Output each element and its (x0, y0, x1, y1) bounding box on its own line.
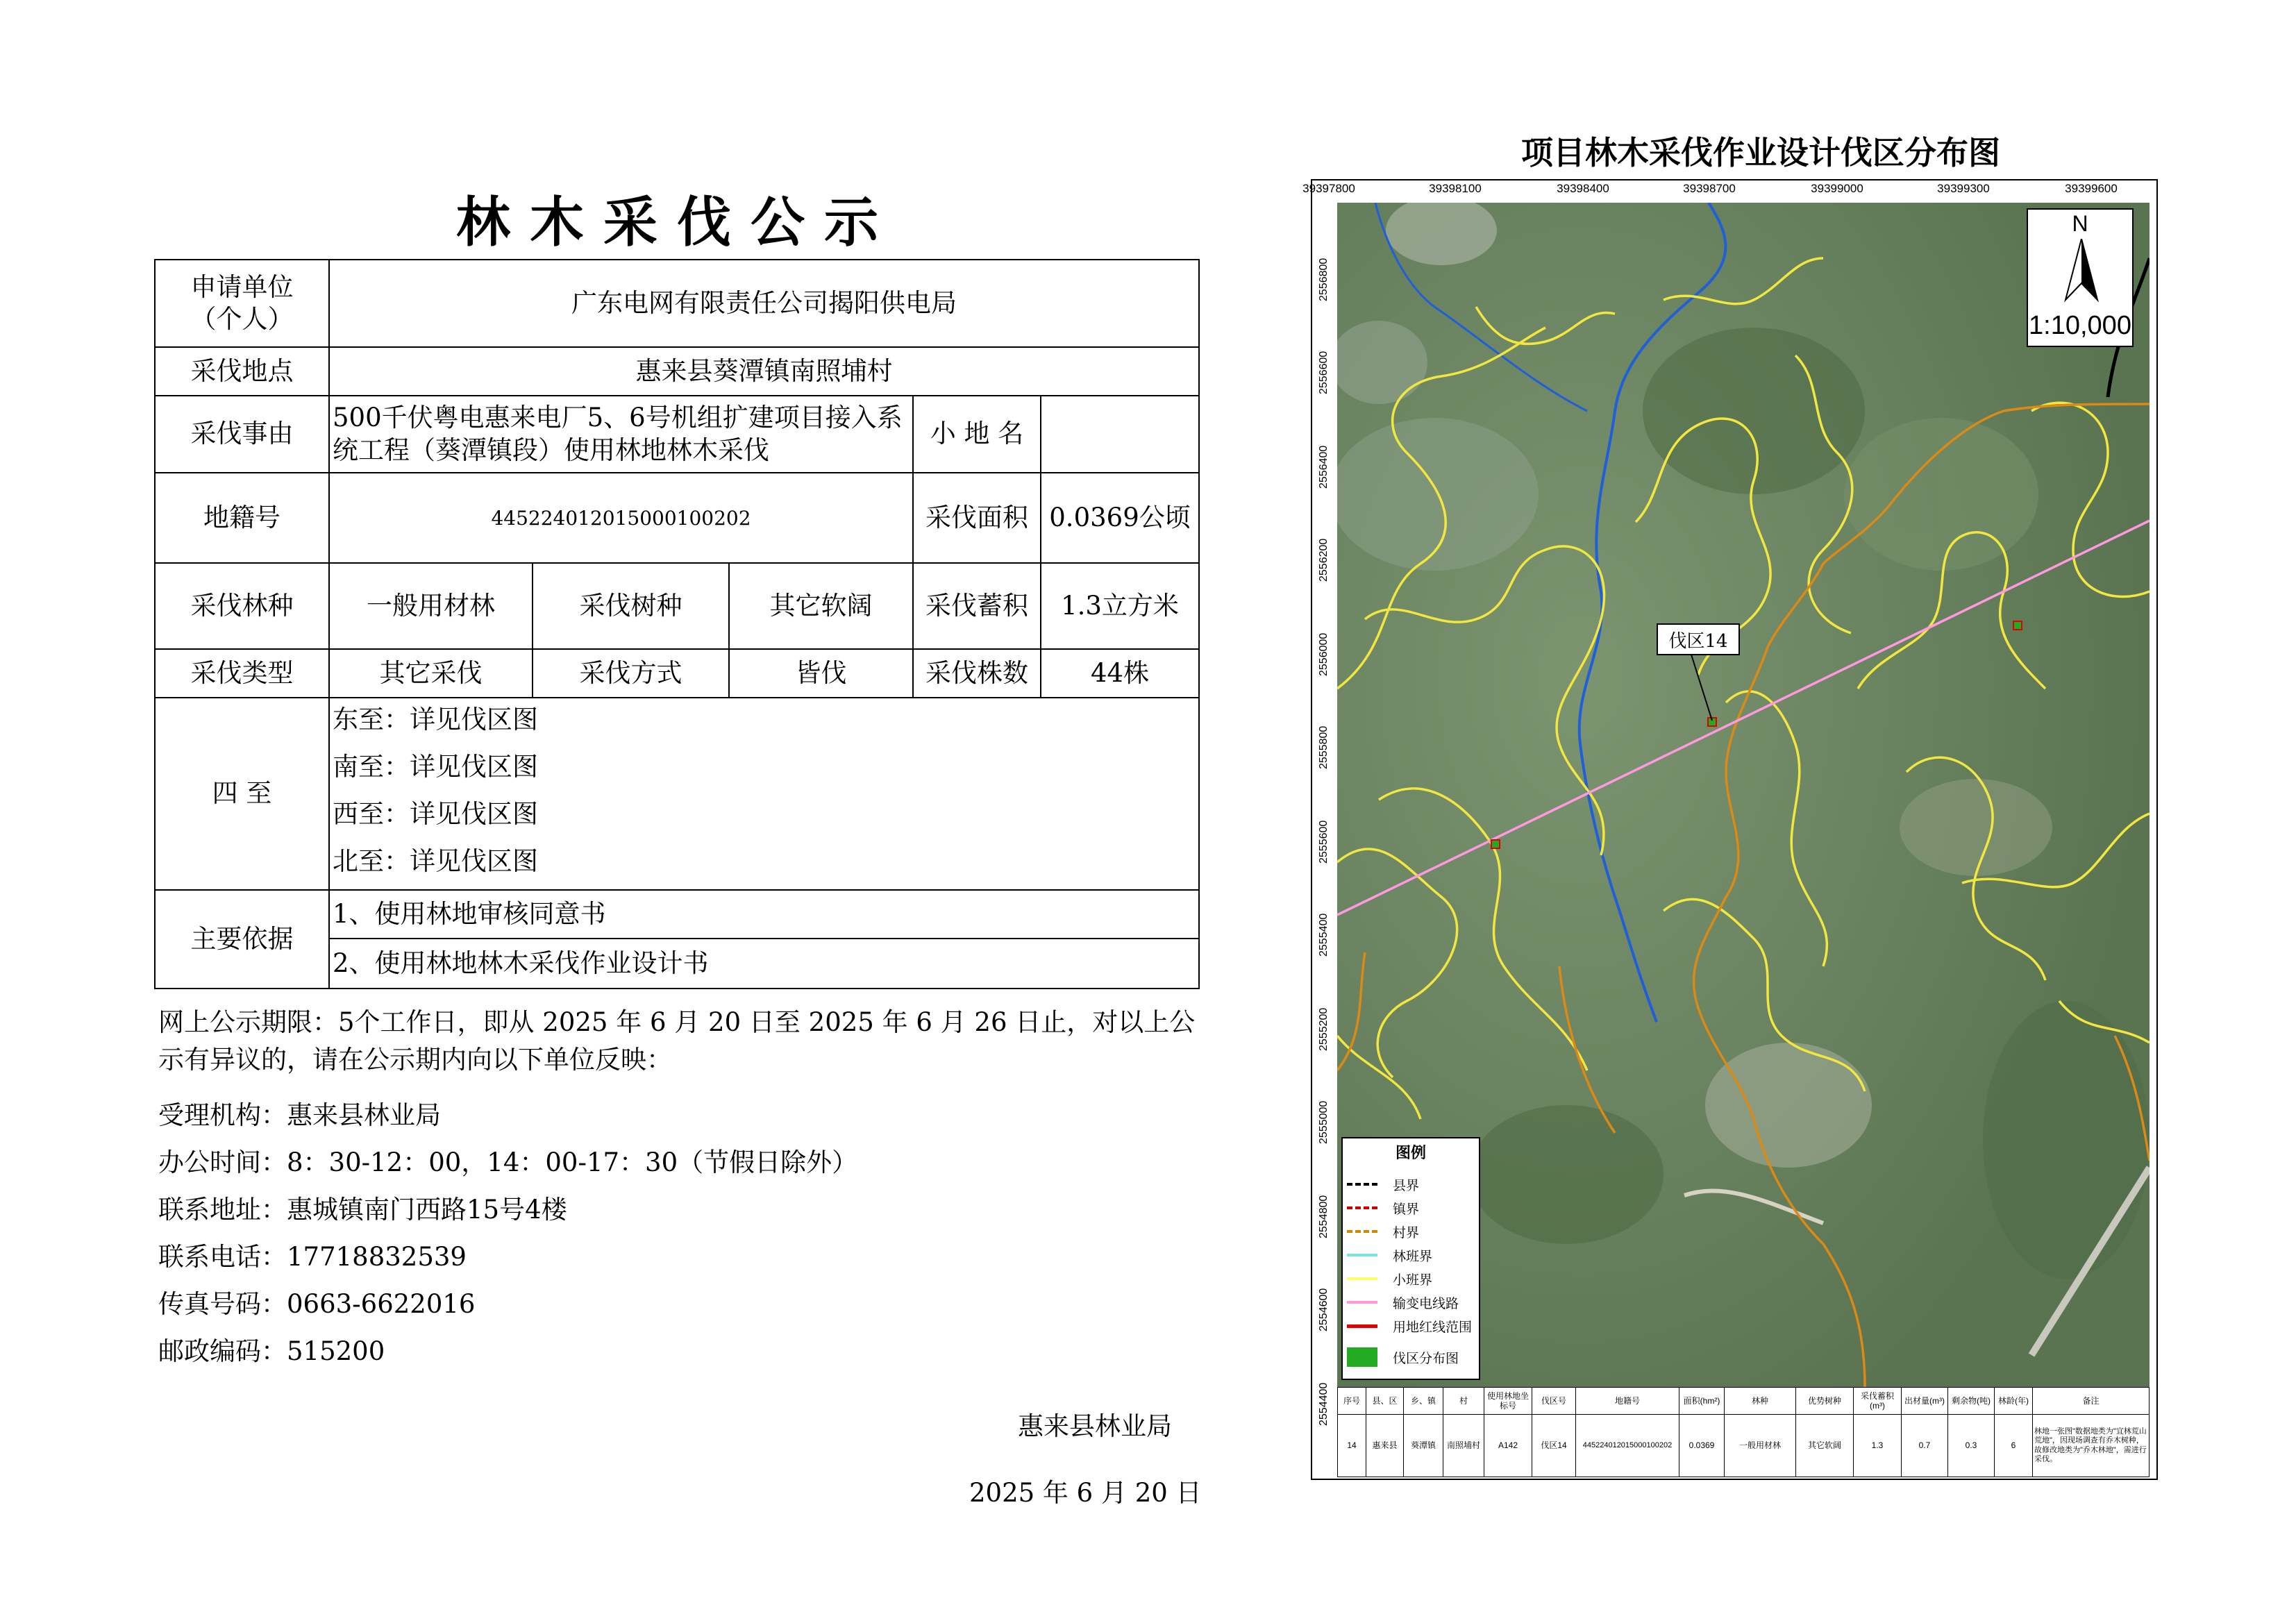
attr-cell: A142 (1484, 1414, 1532, 1477)
x-tick: 39398100 (1429, 182, 1482, 195)
attr-cell: 0.0369 (1679, 1414, 1725, 1477)
legend-item (1347, 1319, 1472, 1333)
x-tick: 39397800 (1302, 182, 1355, 195)
parcel-value: 445224012015000100202 (328, 472, 914, 564)
applicant-value: 广东电网有限责任公司揭阳供电局 (328, 259, 1200, 348)
legend-label: 输变电线路 (1393, 1296, 1459, 1311)
harvest-site[interactable] (1491, 840, 1500, 848)
attribute-table (1337, 1387, 2150, 1477)
attr-cell: 伐区14 (1532, 1414, 1576, 1477)
y-tick: 2556800 (1318, 258, 1330, 301)
count-label: 采伐株数 (912, 648, 1041, 698)
volume-value: 1.3立方米 (1040, 562, 1200, 650)
attr-cell: 其它软阔 (1795, 1414, 1854, 1477)
y-tick: 2555400 (1318, 913, 1330, 957)
boundary-south: 南至：详见伐区图 (333, 752, 538, 782)
legend-label: 村界 (1393, 1225, 1420, 1241)
legend-powerline-swatch (1347, 1301, 1377, 1304)
attr-cell: 惠来县 (1366, 1414, 1404, 1477)
volume-label: 采伐蓄积 (912, 562, 1041, 650)
cut-type-value: 其它采伐 (328, 648, 533, 698)
attr-cell: 6 (1994, 1414, 2033, 1477)
legend-label: 林班界 (1393, 1249, 1433, 1264)
forest-type-label: 采伐林种 (154, 562, 330, 650)
attr-cell: 南照埔村 (1443, 1414, 1484, 1477)
publicity-period: 网上公示期限：5个工作日，即从 2025 年 6 月 20 日至 2025 年 6 月 26 日止，对以上公示有异议的，请在公示期内向以下单位反映： (158, 1007, 1196, 1075)
office-hours: 办公时间：8：30-12：00，14：00-17：30（节假日除外） (158, 1147, 858, 1177)
attr-cell: 一般用材林 (1724, 1414, 1796, 1477)
attr-header: 乡、镇 (1403, 1387, 1443, 1415)
x-tick: 39399000 (1811, 182, 1863, 195)
legend-item (1347, 1177, 1419, 1191)
legend-item (1347, 1248, 1432, 1262)
attr-header: 县、区 (1366, 1387, 1404, 1415)
legend-village-swatch (1347, 1230, 1377, 1233)
y-tick: 2555800 (1318, 725, 1330, 769)
y-tick: 2556400 (1318, 445, 1330, 489)
legend-label: 伐区分布图 (1393, 1351, 1459, 1366)
legend-label: 小班界 (1393, 1272, 1433, 1288)
y-tick: 2554400 (1318, 1382, 1330, 1426)
legend-label: 镇界 (1393, 1202, 1420, 1217)
attr-header: 林龄(年) (1994, 1387, 2033, 1415)
count-value: 44株 (1040, 648, 1200, 698)
attr-header: 备注 (2032, 1387, 2150, 1415)
legend-label: 用地红线范围 (1393, 1320, 1473, 1335)
north-label: N (2072, 211, 2088, 236)
attr-header: 村 (1443, 1387, 1484, 1415)
notice-title: 林木采伐公示 (455, 191, 898, 254)
attr-cell: 0.3 (1947, 1414, 1995, 1477)
legend-item (1347, 1272, 1432, 1286)
legend-label: 县界 (1393, 1178, 1420, 1193)
legend-town-swatch (1347, 1206, 1377, 1209)
y-tick: 2555200 (1318, 1007, 1330, 1051)
map-scale: 1:10,000 (2029, 311, 2131, 340)
legend-county-swatch (1347, 1183, 1377, 1186)
postcode: 邮政编码：515200 (158, 1336, 385, 1366)
attr-header: 使用林地坐标号 (1484, 1387, 1532, 1415)
attr-header: 采伐蓄积(m³) (1853, 1387, 1902, 1415)
applicant-label: 申请单位 （个人） (154, 259, 330, 348)
area-value: 0.0369公顷 (1040, 472, 1200, 564)
address: 联系地址：惠城镇南门西路15号4楼 (158, 1195, 567, 1225)
y-tick: 2554800 (1318, 1195, 1330, 1238)
attr-cell: 1.3 (1853, 1414, 1902, 1477)
y-tick: 2556600 (1318, 351, 1330, 394)
forest-type-value: 一般用材林 (328, 562, 533, 650)
location-label: 采伐地点 (154, 346, 330, 396)
y-tick: 2556200 (1318, 538, 1330, 582)
species-label: 采伐树种 (532, 562, 730, 650)
boundaries-cell (328, 697, 1200, 891)
sign-date: 2025 年 6 月 20 日 (969, 1478, 1202, 1508)
legend-subclass-swatch (1347, 1277, 1377, 1280)
attr-remark: 林地一张图"数据地类为"宜林荒山荒地"，因现场调查有乔木树种，故修改地类为"乔木林地"，需进行采伐。 (2032, 1414, 2150, 1477)
y-tick: 2555600 (1318, 820, 1330, 864)
north-arrow-box (2027, 208, 2134, 347)
basis-2: 2、使用林地林木采伐作业设计书 (328, 938, 1200, 989)
map-legend (1341, 1137, 1480, 1380)
boundary-east: 东至：详见伐区图 (333, 705, 538, 734)
method-label: 采伐方式 (532, 648, 730, 698)
notice-table (154, 259, 1200, 989)
x-tick: 39399300 (1937, 182, 1990, 195)
attr-header: 优势树种 (1795, 1387, 1854, 1415)
x-tick: 39398400 (1557, 182, 1609, 195)
legend-title: 图例 (1395, 1144, 1426, 1161)
fax: 传真号码：0663-6622016 (158, 1289, 476, 1319)
attr-header: 出材量(m³) (1901, 1387, 1948, 1415)
y-tick: 2556000 (1318, 632, 1330, 676)
y-tick: 2555000 (1318, 1100, 1330, 1144)
method-value: 皆伐 (728, 648, 914, 698)
boundaries-label: 四 至 (154, 697, 330, 891)
species-value: 其它软阔 (728, 562, 914, 650)
north-arrow-icon (2063, 239, 2100, 303)
signature: 惠来县林业局 (1018, 1411, 1172, 1441)
phone: 联系电话：17718832539 (158, 1242, 467, 1272)
legend-harvest-swatch (1347, 1347, 1377, 1367)
parcel-label: 地籍号 (154, 472, 330, 564)
cut-type-label: 采伐类型 (154, 648, 330, 698)
legend-item (1347, 1201, 1419, 1215)
attr-header: 地籍号 (1575, 1387, 1679, 1415)
attr-cell: 0.7 (1901, 1414, 1948, 1477)
x-tick: 39399600 (2065, 182, 2118, 195)
attr-header: 剩余物(吨) (1947, 1387, 1995, 1415)
legend-item (1347, 1345, 1459, 1369)
x-tick: 39398700 (1683, 182, 1736, 195)
basis-1: 1、使用林地审核同意书 (328, 889, 1200, 939)
attr-header: 序号 (1337, 1387, 1366, 1415)
attr-header: 林种 (1724, 1387, 1796, 1415)
harvest-site[interactable] (2013, 621, 2022, 630)
y-tick: 2554600 (1318, 1288, 1330, 1331)
attr-header: 伐区号 (1532, 1387, 1576, 1415)
legend-redline-swatch (1347, 1325, 1377, 1328)
attr-cell: 葵潭镇 (1403, 1414, 1443, 1477)
area-label: 采伐面积 (912, 472, 1041, 564)
attr-cell: 445224012015000100202 (1575, 1414, 1679, 1477)
place-name-value (1040, 395, 1200, 473)
reason-value: 500千伏粤电惠来电厂5、6号机组扩建项目接入系统工程（葵潭镇段）使用林地林木采伐 (328, 395, 914, 473)
map-title: 项目林木采伐作业设计伐区分布图 (1521, 134, 2000, 171)
attr-cell: 14 (1337, 1414, 1366, 1477)
attr-header: 面积(hm²) (1679, 1387, 1725, 1415)
legend-item (1347, 1225, 1420, 1241)
reason-label: 采伐事由 (154, 395, 330, 473)
location-value: 惠来县葵潭镇南照埔村 (328, 346, 1200, 396)
boundary-west: 西至：详见伐区图 (333, 799, 538, 829)
legend-item (1347, 1295, 1459, 1309)
basis-label: 主要依据 (154, 889, 330, 989)
boundary-north: 北至：详见伐区图 (333, 846, 538, 876)
agency: 受理机构：惠来县林业局 (158, 1100, 441, 1130)
place-name-label: 小 地 名 (912, 395, 1041, 473)
legend-forest-class-swatch (1347, 1254, 1377, 1256)
callout-label: 伐区14 (1657, 623, 1740, 655)
